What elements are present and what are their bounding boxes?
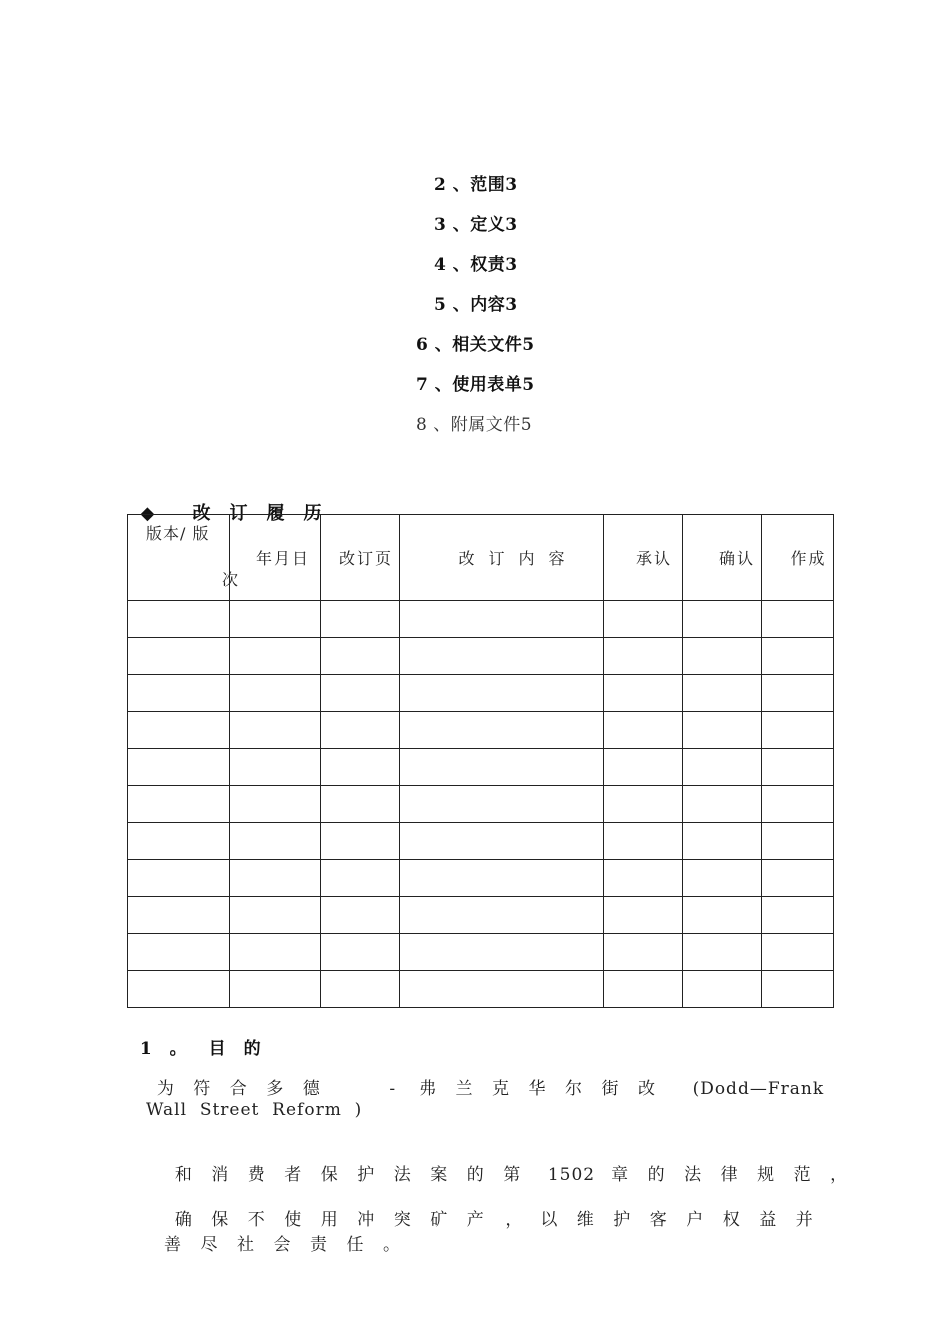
table-row xyxy=(128,749,834,786)
table-row xyxy=(128,638,834,675)
purpose-line-3: 和消费者保护法案的第 1502 章的法律规范， xyxy=(174,1165,867,1185)
toc-item-related-docs[interactable]: 6 、相关文件5 xyxy=(416,335,535,355)
table-row xyxy=(128,823,834,860)
purpose-line-5: 善尽社会责任。 xyxy=(164,1235,420,1255)
toc-item-scope[interactable]: 2 、范围3 xyxy=(434,175,518,195)
column-header-date: 年月日 xyxy=(230,515,321,601)
column-header-approve: 承认 xyxy=(604,515,683,601)
table-row xyxy=(128,860,834,897)
table-row xyxy=(128,601,834,638)
column-header-revised-page: 改订页 xyxy=(321,515,400,601)
table-row xyxy=(128,934,834,971)
toc-item-content[interactable]: 5 、内容3 xyxy=(434,295,518,315)
table-row xyxy=(128,712,834,749)
table-row xyxy=(128,786,834,823)
toc-item-attachments[interactable]: 8 、附属文件5 xyxy=(416,415,533,435)
toc-item-responsibilities[interactable]: 4 、权责3 xyxy=(434,255,518,275)
purpose-number: 1 。 xyxy=(139,1039,193,1059)
purpose-line-1: 为符合多德 - 弗兰克华尔街改 (Dodd—Frank xyxy=(156,1079,825,1099)
column-header-confirm: 确认 xyxy=(683,515,762,601)
toc-item-forms[interactable]: 7 、使用表单5 xyxy=(416,375,535,395)
revision-history-title: 改订履历 xyxy=(192,503,341,524)
purpose-line-4: 确保不使用冲突矿产 ， 以维护客户权益并 xyxy=(174,1210,833,1230)
toc-item-definitions[interactable]: 3 、定义3 xyxy=(434,215,518,235)
table-row xyxy=(128,971,834,1008)
table-row xyxy=(128,675,834,712)
purpose-title: 目的 xyxy=(208,1039,279,1059)
column-header-version: 版本/ 版 次 xyxy=(128,515,230,601)
purpose-line-2: Wall Street Reform ) xyxy=(146,1100,363,1120)
revision-history-table xyxy=(127,514,834,1008)
table-row xyxy=(128,897,834,934)
column-header-revision-content: 改订内容 xyxy=(400,515,604,601)
diamond-bullet-icon: ◆ xyxy=(140,503,155,524)
purpose-heading xyxy=(128,1014,279,1059)
table-header-row xyxy=(128,515,834,601)
column-header-author: 作成 xyxy=(762,515,834,601)
